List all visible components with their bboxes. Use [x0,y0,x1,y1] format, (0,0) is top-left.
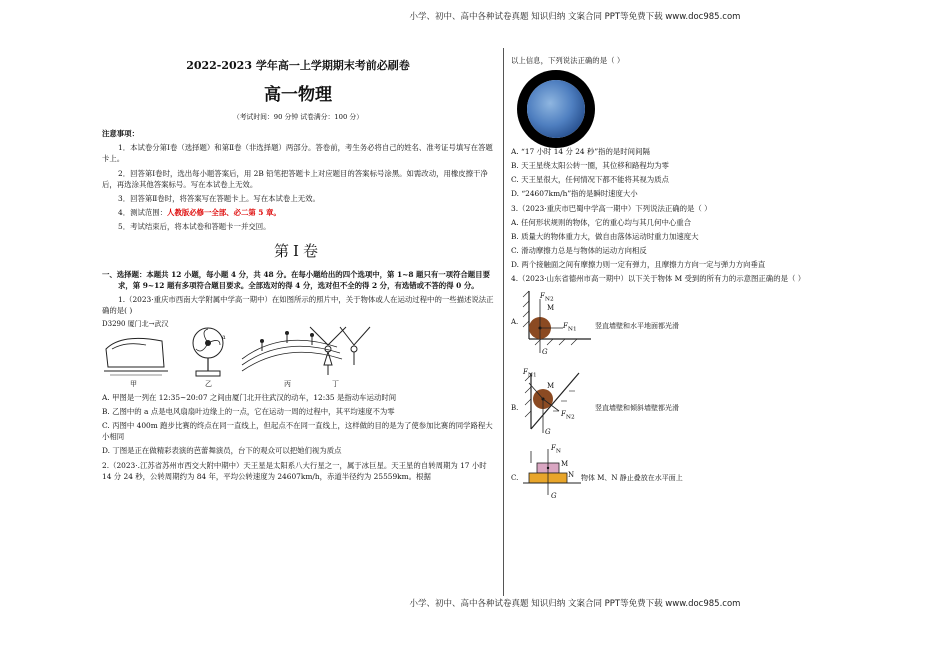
notice-item: 3．回答第Ⅱ卷时，将答案写在答题卡上。写在本试卷上无效。 [118,193,320,203]
notice-item [102,207,494,218]
q4-option-c [511,443,851,521]
q3-option-b: B. 质量大的物体重力大，做自由落体运动时重力加速度大 [511,231,699,241]
q4-option-a-letter: A. [511,318,519,327]
q2-option-a: A. “17 小时 14 分 24 秒”指的是时间间隔 [511,147,650,157]
bottom-banner: 小学、初中、高中各种试卷真题 知识归纳 文案合同 PPT等免费下载 www.doc985.com [409,599,741,609]
ballet-drawing [310,327,370,375]
q1-option-a: A. 甲图是一列在 12:35~20:07 之间由厦门北开往武汉的动车，12:35 是指动车运动时间 [102,393,397,402]
q2-option-b: B. 天王星绕太阳公转一圈，其位移和路程均为零 [511,161,669,171]
mass-label-m: M [547,304,555,313]
exam-title: 2022-2023 学年高一上学期期末考前必刷卷 [186,59,410,72]
q4-option-b-letter: B. [511,404,519,413]
left-column [102,58,494,485]
q4-diagram-a [521,287,601,365]
volume-heading: 第Ⅰ卷 [274,242,322,261]
mass-label-m: M [547,382,555,391]
train-sign: D3290 厦门北→武汉 [102,320,169,328]
column-divider [503,48,504,596]
train-drawing [104,338,168,375]
q3-option-a: A. 任何形状规则的物体，它的重心均与其几何中心重合 [511,217,692,227]
q4-option-b-caption: 竖直墙壁和倾斜墙壁都光滑 [595,404,679,413]
block-label-m: M [561,460,569,469]
q1-stem: 1.（2023·重庆市西南大学附属中学高一期中）在如图所示的照片中，关于物体或人在运动过程中的一些描述说法正确的是( ) [102,294,494,315]
force-label-fn2: $F_{N2}$ [561,410,575,421]
notice-item: 5．考试结束后，将本试卷和答题卡一并交回。 [118,221,271,231]
q2-option-d: D. “24607km/h”指的是瞬时速度大小 [511,189,638,199]
q1-option-b: B. 乙图中的 a 点是电风扇扇叶边缘上的一点，它在运动一周的过程中，其平均速度不为零 [102,407,395,417]
figure-label-bing: 丙 [284,380,291,388]
q2-option-c: C. 天王星很大，任何情况下都不能将其视为质点 [511,175,669,185]
q1-figure [102,319,494,389]
planet-image [527,80,585,138]
force-label-fn1: $F_{N1}$ [563,322,577,333]
q2-stem-continued: 以上信息，下列说法正确的是（ ） [511,56,625,65]
block-label-n: N [568,471,575,480]
q4-option-a [511,287,851,365]
q2-stem: 2.（2023·.江苏省苏州市西交大附中期中）天王星是太阳系八大行星之一，属于冰巨星。天王星的自转周期为 17 小时 14 分 24 秒，公转周期约为 84 年，平均公转速度为 24607km/h，赤道半径约为 25559km。根据 [102,460,487,481]
q1-option-c: C. 丙图中 400m 跑步比赛的终点在同一直线上，但起点不在同一直线上，这样做的目的是为了使参加比赛的同学路程大小相同 [102,421,493,442]
notice-heading: 注意事项： [102,129,139,139]
q4-option-a-caption: 竖直墙壁和水平地面都光滑 [595,322,679,331]
fan-drawing [193,328,226,376]
force-label-fn: $F_N$ [551,444,561,455]
figure-label-yi: 乙 [205,380,212,388]
q1-illustrations [102,319,494,389]
exam-meta: （考试时间：90 分钟 试卷满分：100 分） [232,113,364,121]
q4-option-b [511,365,851,443]
q3-stem: 3.（2023·重庆市巴蜀中学高一期中）下列说法正确的是（ ） [511,203,712,213]
q4-option-c-letter: C. [511,474,519,483]
q4-option-c-caption: 物体 M、N 静止叠放在水平面上 [581,474,683,483]
force-label-g: G [551,492,557,501]
force-label-g: G [545,428,551,437]
force-label-fn2: $F_{N2}$ [540,292,554,303]
top-banner: 小学、初中、高中各种试卷真题 知识归纳 文案合同 PPT等免费下载 www.doc985.com [409,12,741,22]
q3-option-c: C. 滑动摩擦力总是与物体的运动方向相反 [511,245,647,255]
subject-title: 高一物理 [264,84,332,105]
section-intro: 一、选择题：本题共 12 小题，每小题 4 分，共 48 分。在每小题给出的四个选项中，第 1~8 题只有一项符合题目要求，第 9~12 题有多项符合题目要求。全部选对的得 4 分，选对但不全的得 2 分，有选错或不答的得 0 分。 [102,269,490,290]
test-range: 人教版必修一全部、必二第 5 章。 [167,207,281,217]
notice-item: 2．回答第Ⅰ卷时，选出每小题答案后，用 2B 铅笔把答题卡上对应题目的答案标号涂黑。如需改动，用橡皮擦干净后，再选涂其他答案标号。写在本试卷上无效。 [102,168,488,189]
notice-item: 1．本试卷分第Ⅰ卷（选择题）和第Ⅱ卷（非选择题）两部分。答卷前，考生务必将自己的姓名、准考证号填写在答题卡上。 [102,143,493,164]
right-column [511,52,851,521]
q3-option-d: D. 两个接触面之间有摩擦力则一定有弹力，且摩擦力方向一定与弹力方向垂直 [511,259,766,269]
notice4-prefix: 4．测试范围： [118,207,168,217]
figure-label-jia: 甲 [130,380,137,388]
q1-option-d: D. 丁图是正在做精彩表演的芭蕾舞演员，台下的观众可以把她们视为质点 [102,446,342,456]
figure-label-ding: 丁 [332,380,339,388]
force-label-g: G [542,348,548,357]
svg-text:a: a [222,334,226,341]
q4-stem: 4.（2023·山东省德州市高一期中）以下关于物体 M 受到的所有力的示意图正确的是（ ） [511,274,806,284]
force-label-fn1: $F_{N1}$ [523,368,537,379]
